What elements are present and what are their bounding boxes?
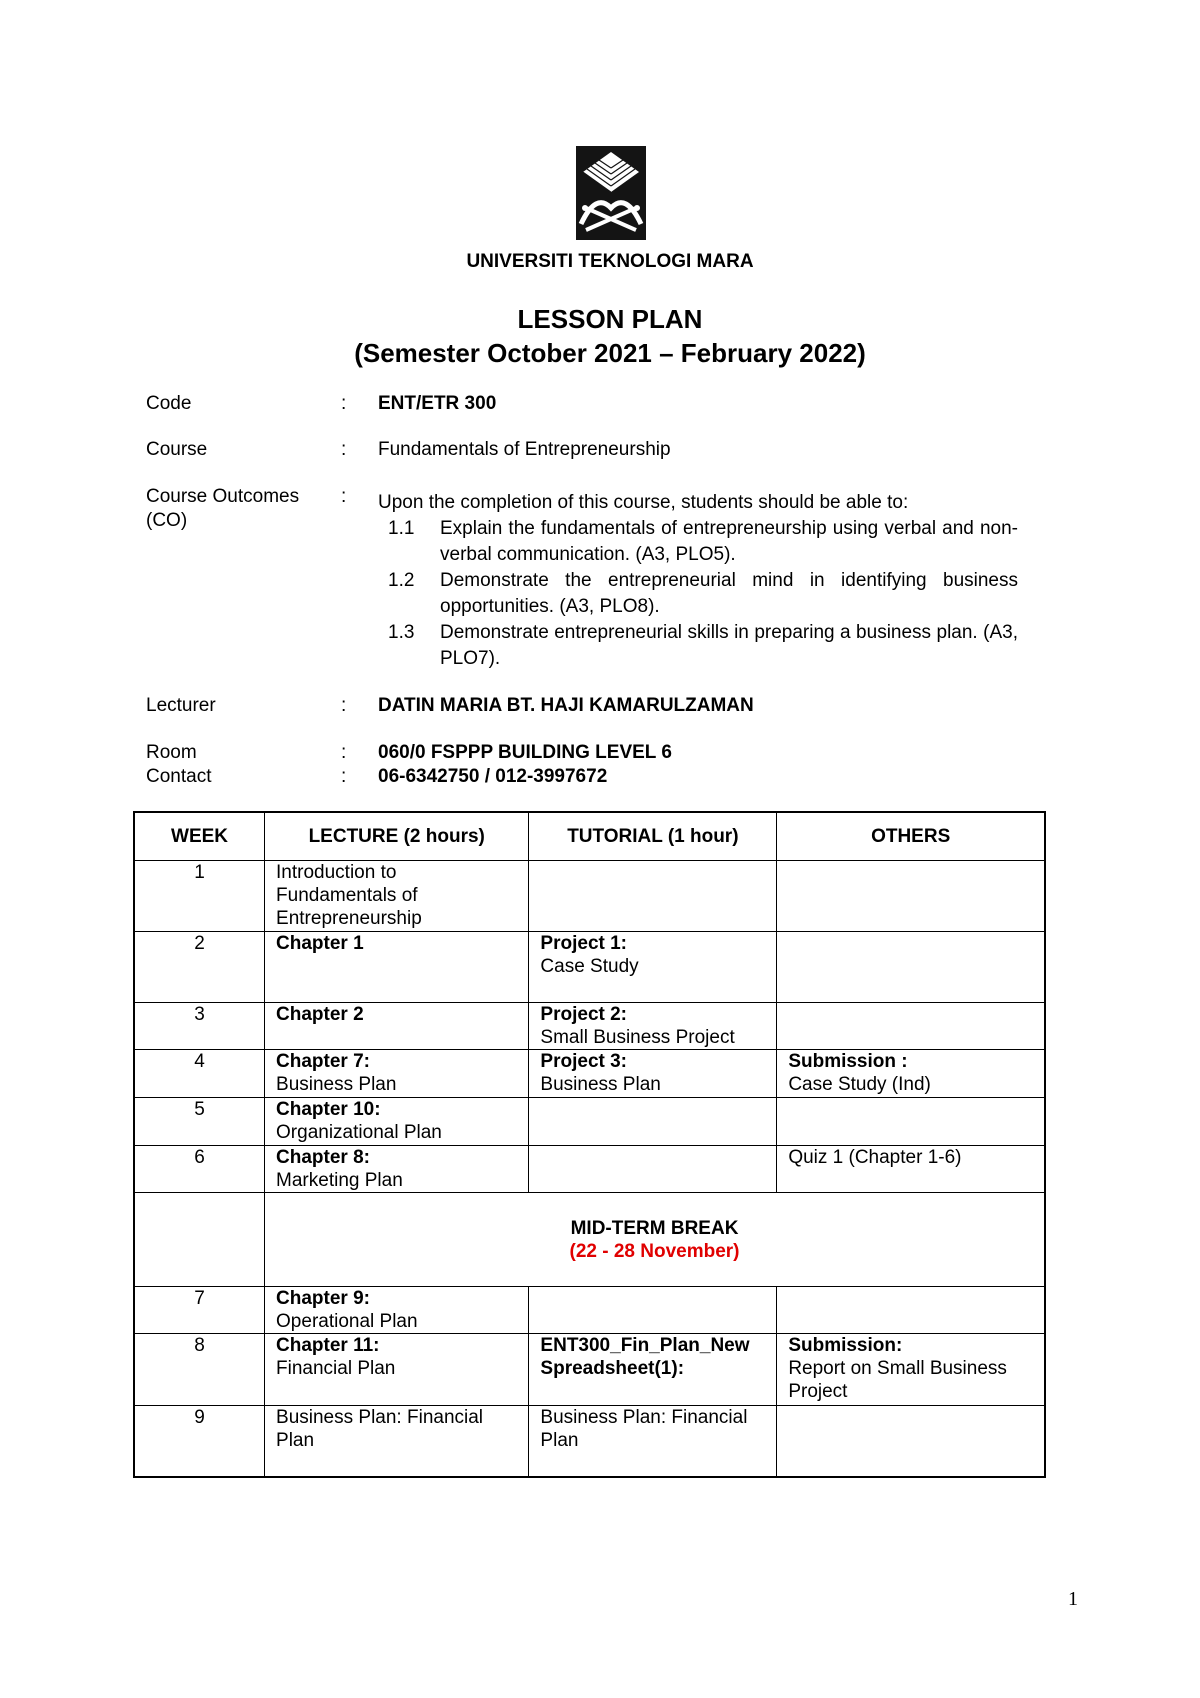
others-heading: Submission: <box>788 1335 903 1356</box>
lecture-cell <box>265 932 529 1003</box>
tutorial-cell <box>529 1098 777 1146</box>
tutorial-heading: Project 2: <box>540 1004 628 1025</box>
lecture-heading: Chapter 10: <box>276 1099 381 1120</box>
midterm-week-cell <box>134 1193 265 1287</box>
lecture-text: Financial Plan <box>276 1358 396 1379</box>
tutorial-cell <box>529 1334 777 1406</box>
tutorial-heading: Project 3: <box>540 1051 628 1072</box>
co-label-line2: (CO) <box>146 510 188 531</box>
tutorial-text: Business Plan: Financial Plan <box>540 1407 748 1451</box>
co-text: Demonstrate entrepreneurial skills in preparing a business plan. (A3, PLO7). <box>440 622 1018 669</box>
table-row <box>134 932 1045 1003</box>
tutorial-cell <box>529 1287 777 1334</box>
co-label-line1: Course Outcomes <box>146 486 300 507</box>
tutorial-cell <box>529 1406 777 1477</box>
lecture-text: Business Plan: Financial Plan <box>276 1407 484 1451</box>
tutorial-cell <box>529 1146 777 1193</box>
table-row <box>134 1098 1045 1146</box>
university-name: UNIVERSITI TEKNOLOGI MARA <box>466 251 754 272</box>
tutorial-cell <box>529 932 777 1003</box>
tutorial-cell <box>529 1050 777 1098</box>
room-value: 060/0 FSPPP BUILDING LEVEL 6 <box>378 742 672 763</box>
lecture-cell <box>265 1287 529 1334</box>
tutorial-text: Case Study <box>540 956 639 977</box>
co-item-2 <box>378 568 1018 620</box>
co-list <box>378 485 1018 672</box>
tutorial-heading: Project 1: <box>540 933 628 954</box>
lecture-cell <box>265 1050 529 1098</box>
others-cell <box>777 861 1045 932</box>
week-cell: 4 <box>134 1050 265 1098</box>
lecture-cell <box>265 1146 529 1193</box>
lecture-cell <box>265 1003 529 1050</box>
header-week: WEEK <box>134 812 265 861</box>
co-number: 1.2 <box>388 570 415 591</box>
university-logo <box>576 146 646 240</box>
lecture-text: Operational Plan <box>276 1311 418 1332</box>
others-cell <box>777 1406 1045 1477</box>
room-label: Room <box>146 742 197 763</box>
lecturer-label: Lecturer <box>146 695 216 716</box>
others-text: Case Study (Ind) <box>788 1074 931 1095</box>
course-value: Fundamentals of Entrepreneurship <box>378 439 671 460</box>
code-value: ENT/ETR 300 <box>378 393 497 414</box>
others-cell <box>777 1334 1045 1406</box>
table-header-row <box>134 812 1045 861</box>
header-others: OTHERS <box>777 812 1045 861</box>
lecture-cell <box>265 861 529 932</box>
lecture-heading: Chapter 8: <box>276 1147 370 1168</box>
others-cell <box>777 1003 1045 1050</box>
lecture-heading: Chapter 11: <box>276 1335 380 1356</box>
colon: : <box>341 742 347 763</box>
contact-value: 06-6342750 / 012-3997672 <box>378 766 608 787</box>
page-title: LESSON PLAN <box>517 304 703 334</box>
lecture-text: Introduction to Fundamentals of Entrepreneurship <box>276 862 422 929</box>
week-cell: 2 <box>134 932 265 1003</box>
table-row <box>134 1146 1045 1193</box>
week-cell: 1 <box>134 861 265 932</box>
others-cell <box>777 1146 1045 1193</box>
co-intro: Upon the completion of this course, students should be able to: <box>378 492 909 513</box>
others-text: Quiz 1 (Chapter 1-6) <box>788 1147 962 1168</box>
colon: : <box>341 439 347 460</box>
colon: : <box>341 766 347 787</box>
co-text: Explain the fundamentals of entrepreneurship using verbal and non-verbal communication. (A3, PLO5). <box>440 518 1018 565</box>
others-cell <box>777 932 1045 1003</box>
header-lecture: LECTURE (2 hours) <box>265 812 529 861</box>
table-row <box>134 861 1045 932</box>
table-row <box>134 1003 1045 1050</box>
week-cell: 9 <box>134 1406 265 1477</box>
lecture-cell <box>265 1334 529 1406</box>
table-row <box>134 1334 1045 1406</box>
table-row <box>134 1406 1045 1477</box>
colon: : <box>341 393 347 414</box>
co-item-1 <box>378 516 1018 568</box>
co-item-3 <box>378 620 1018 672</box>
week-cell: 8 <box>134 1334 265 1406</box>
lecture-heading: Chapter 7: <box>276 1051 370 1072</box>
tutorial-cell <box>529 861 777 932</box>
tutorial-text: Business Plan <box>540 1074 661 1095</box>
co-number: 1.3 <box>388 622 415 643</box>
midterm-break-cell <box>265 1193 1045 1287</box>
lecture-text: Organizational Plan <box>276 1122 442 1143</box>
lecture-cell <box>265 1098 529 1146</box>
colon: : <box>341 695 347 716</box>
lecturer-value: DATIN MARIA BT. HAJI KAMARULZAMAN <box>378 695 754 716</box>
tutorial-cell <box>529 1003 777 1050</box>
tutorial-text: Small Business Project <box>540 1027 735 1048</box>
others-cell <box>777 1098 1045 1146</box>
page-subtitle: (Semester October 2021 – February 2022) <box>354 338 866 368</box>
tutorial-heading: ENT300_Fin_Plan_New Spreadsheet(1): <box>540 1335 750 1379</box>
week-cell: 5 <box>134 1098 265 1146</box>
co-text: Demonstrate the entrepreneurial mind in identifying business opportunities. (A3, PLO8). <box>440 570 1018 617</box>
midterm-title: MID-TERM BREAK <box>570 1217 739 1239</box>
lecture-heading: Chapter 2 <box>276 1004 364 1025</box>
table-row <box>134 1287 1045 1334</box>
co-number: 1.1 <box>388 518 415 539</box>
co-label <box>146 485 326 533</box>
colon: : <box>341 486 347 507</box>
lesson-plan-table <box>133 811 1046 1478</box>
page-number: 1 <box>1068 1588 1078 1610</box>
table-row <box>134 1050 1045 1098</box>
contact-label: Contact <box>146 766 212 787</box>
others-cell <box>777 1050 1045 1098</box>
code-label: Code <box>146 393 192 414</box>
lecture-heading: Chapter 1 <box>276 933 364 954</box>
lecture-heading: Chapter 9: <box>276 1288 370 1309</box>
others-heading: Submission : <box>788 1051 908 1072</box>
week-cell: 6 <box>134 1146 265 1193</box>
midterm-break-row <box>134 1193 1045 1287</box>
lecture-text: Business Plan <box>276 1074 397 1095</box>
header-tutorial: TUTORIAL (1 hour) <box>529 812 777 861</box>
others-text: Report on Small Business Project <box>788 1358 1007 1402</box>
midterm-dates: (22 - 28 November) <box>569 1240 740 1262</box>
week-cell: 7 <box>134 1287 265 1334</box>
lecture-cell <box>265 1406 529 1477</box>
lecture-text: Marketing Plan <box>276 1170 403 1191</box>
course-label: Course <box>146 439 208 460</box>
others-cell <box>777 1287 1045 1334</box>
week-cell: 3 <box>134 1003 265 1050</box>
